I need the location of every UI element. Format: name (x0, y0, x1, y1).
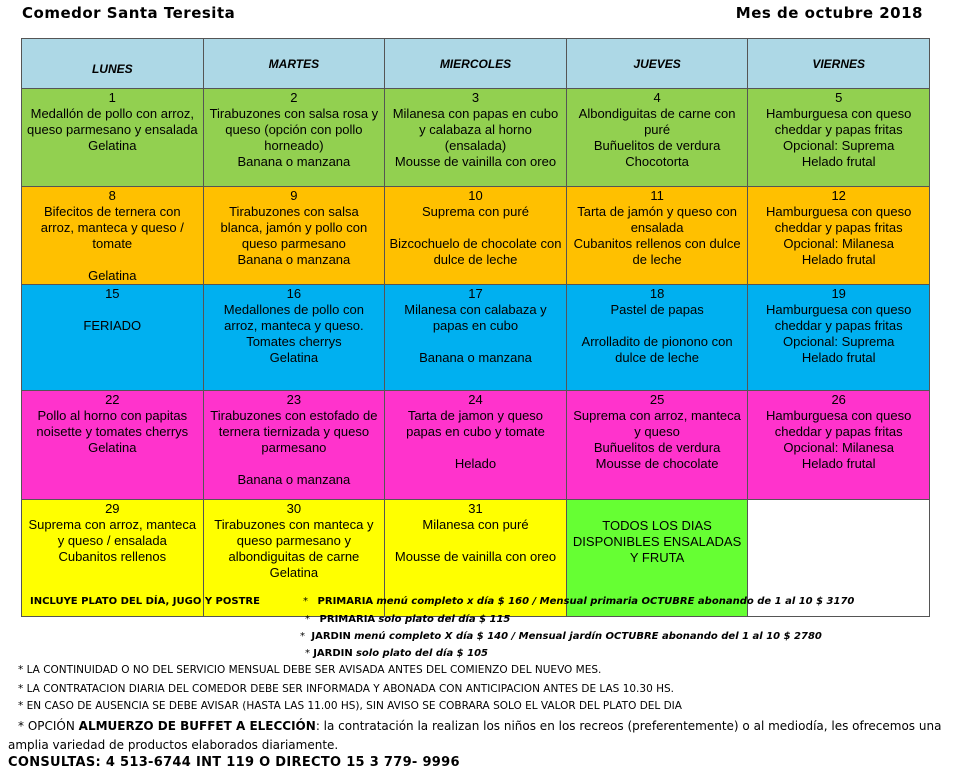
day-number: 12 (831, 188, 846, 203)
price-label: JARDIN (311, 631, 351, 642)
day-number: 19 (831, 286, 846, 301)
menu-line: Albondiguitas de carne con puré (578, 106, 736, 137)
menu-line: Hamburguesa con queso cheddar y papas fritas (766, 302, 912, 333)
menu-line: Helado (454, 456, 497, 471)
menu-line: Gelatina (88, 268, 137, 283)
day-number: 9 (290, 188, 298, 203)
day-number: 26 (831, 392, 846, 407)
menu-line: Suprema con arroz, manteca y queso / ensalada (28, 517, 197, 548)
notice-absence: * EN CASO DE AUSENCIA SE DEBE AVISAR (HASTA LAS 11.00 HS), SIN AVISO SE COBRARA SOLO EL VALOR DEL PLATO DEL DIA (18, 700, 682, 712)
menu-line: Buñuelitos de verdura (593, 138, 721, 153)
price-line-4: * JARDIN solo plato del día $ 105 (305, 648, 488, 659)
menu-line: Helado frutal (801, 456, 876, 471)
day-number: 11 (650, 188, 664, 203)
menu-line: Hamburguesa con queso cheddar y papas fritas (766, 106, 912, 137)
day-number: 18 (649, 286, 665, 301)
day-number: 29 (105, 501, 120, 516)
menu-line: Tarta de jamón y queso con ensalada (577, 204, 737, 235)
day-cell (385, 285, 567, 391)
price-label: PRIMARIA (317, 596, 374, 607)
menu-line: Bizcochuelo de chocolate con dulce de leche (389, 236, 562, 267)
menu-line: Buñuelitos de verdura (593, 440, 721, 455)
day-cell (22, 285, 204, 391)
day-number: 1 (108, 90, 116, 105)
menu-line: Milanesa con puré (422, 517, 529, 532)
day-number: 8 (108, 188, 116, 203)
menu-line: Banana o manzana (419, 350, 532, 365)
month-label: Mes de octubre 2018 (735, 4, 923, 22)
price-label: JARDIN (313, 648, 353, 659)
day-cell (385, 187, 567, 285)
menu-line (389, 220, 562, 236)
day-number: 10 (468, 188, 483, 203)
menu-line: Cubanitos rellenos (58, 549, 167, 564)
menu-line: Opcional: Milanesa (783, 236, 894, 251)
menu-table (21, 38, 930, 617)
day-cell (203, 285, 385, 391)
day-cell (748, 285, 930, 391)
menu-line: Opcional: Suprema (783, 334, 895, 349)
day-number: 22 (105, 392, 120, 407)
menu-line: Gelatina (269, 350, 319, 365)
day-cell (566, 391, 748, 500)
notice-daily-hire: * LA CONTRATACION DIARIA DEL COMEDOR DEBE SER INFORMADA Y ABONADA CON ANTICIPACION ANTES DE LAS 10.30 HS. (18, 683, 674, 695)
day-number: 31 (468, 501, 483, 516)
day-cell (385, 391, 567, 500)
menu-line: Hamburguesa con queso cheddar y papas fritas (766, 408, 912, 439)
day-cell (566, 187, 748, 285)
menu-line: Gelatina (269, 565, 319, 580)
menu-line: Cubanitos rellenos con dulce de leche (573, 236, 741, 267)
menu-line: Milanesa con calabaza y papas en cubo (404, 302, 547, 333)
menu-line: Medallones de pollo con arroz, manteca y queso. (223, 302, 364, 333)
menu-line: Chocotorta (625, 154, 689, 169)
notice-continuity: * LA CONTINUIDAD O NO DEL SERVICIO MENSUAL DEBE SER AVISADA ANTES DEL COMIENZO DEL NUEVO MES. (18, 664, 602, 676)
week-row (22, 391, 930, 500)
price-line-2: * PRIMARIA solo plato del día $ 115 (305, 614, 511, 625)
day-cell (22, 391, 204, 500)
menu-line: Mousse de vainilla con oreo (394, 154, 557, 169)
weekday-header-row (22, 39, 930, 89)
day-cell (748, 391, 930, 500)
includes-note: INCLUYE PLATO DEL DÍA, JUGO Y POSTRE (30, 596, 260, 607)
menu-line: Opcional: Milanesa (783, 440, 894, 455)
menu-line (26, 302, 199, 318)
menu-line: Gelatina (88, 138, 137, 153)
price-label: PRIMARIA (319, 614, 376, 625)
day-cell (385, 89, 567, 187)
price-text: menú completo x día $ 160 / Mensual primaria OCTUBRE abonando de 1 al 10 $ 3170 (376, 596, 855, 607)
menu-line (389, 440, 562, 456)
day-number: 4 (653, 90, 661, 105)
day-number: 24 (468, 392, 483, 407)
price-line-3: * JARDIN menú completo X día $ 140 / Mensual jardín OCTUBRE abonando del 1 al 10 $ 2780 (300, 631, 822, 642)
page-title: Comedor Santa Teresita (22, 4, 236, 22)
menu-line: Tirabuzones con salsa blanca, jamón y pollo con queso parmesano (220, 204, 368, 251)
menu-line: Banana o manzana (237, 154, 351, 169)
menu-line (208, 456, 381, 472)
week-row (22, 187, 930, 285)
day-header-miercoles: MIERCOLES (385, 39, 567, 89)
buffet-text: : la contratación la realizan los niños en los recreos (preferentemente) o al mediodía, les ofrecemos una amplia variedad de productos elaborados diariamente. (8, 719, 942, 752)
day-header-lunes: LUNES (22, 39, 204, 89)
day-cell (203, 89, 385, 187)
menu-line: Tirabuzones con salsa rosa y queso (opción con pollo horneado) (209, 106, 379, 153)
menu-line: Helado frutal (801, 252, 876, 267)
day-number: 25 (649, 392, 665, 407)
week-row (22, 285, 930, 391)
menu-line: Helado frutal (801, 154, 876, 169)
menu-line: Tarta de jamon y queso papas en cubo y tomate (406, 408, 545, 439)
buffet-option-note (8, 717, 948, 755)
day-number: 15 (105, 286, 120, 301)
day-number: 17 (468, 286, 483, 301)
price-line-1: * PRIMARIA menú completo x día $ 160 / Mensual primaria OCTUBRE abonando de 1 al 10 $ 3170 (303, 596, 855, 607)
day-cell (566, 285, 748, 391)
menu-line: Arrolladito de pionono con dulce de leche (581, 334, 733, 365)
day-cell (748, 89, 930, 187)
menu-line: Banana o manzana (237, 252, 351, 267)
menu-line: FERIADO (83, 318, 142, 333)
week-row (22, 89, 930, 187)
menu-line (389, 533, 562, 549)
menu-line: Tirabuzones con manteca y queso parmesano y albondiguitas de carne (214, 517, 374, 564)
day-number: 16 (286, 286, 302, 301)
day-number: 30 (286, 501, 302, 516)
menu-line: Milanesa con papas en cubo y calabaza al horno (ensalada) (392, 106, 559, 153)
menu-line: Bifecitos de ternera con arroz, manteca y queso / tomate (40, 204, 184, 251)
day-cell (22, 187, 204, 285)
menu-line (26, 252, 199, 268)
day-number: 2 (290, 90, 298, 105)
day-number: 23 (286, 392, 302, 407)
menu-line: Suprema con puré (422, 204, 529, 219)
menu-line: TODOS LOS DIAS DISPONIBLES ENSALADAS Y FRUTA (572, 518, 742, 565)
menu-line: Tomates cherrys (246, 334, 342, 349)
menu-line: Banana o manzana (237, 472, 351, 487)
buffet-prefix: * OPCIÓN (18, 719, 79, 733)
menu-line: Mousse de vainilla con oreo (394, 549, 557, 564)
menu-line: Helado frutal (801, 350, 876, 365)
menu-line: Tirabuzones con estofado de ternera tiernizada y queso parmesano (210, 408, 378, 455)
menu-line: Medallón de pollo con arroz, queso parmesano y ensalada (27, 106, 198, 137)
day-number: 5 (835, 90, 843, 105)
day-cell (748, 187, 930, 285)
menu-line: Pastel de papas (610, 302, 704, 317)
menu-line: Hamburguesa con queso cheddar y papas fritas (766, 204, 912, 235)
menu-line: Pollo al horno con papitas noisette y tomates cherrys (36, 408, 189, 439)
menu-line: Opcional: Suprema (783, 138, 895, 153)
day-cell (203, 391, 385, 500)
day-cell (566, 89, 748, 187)
menu-line: Gelatina (88, 440, 137, 455)
menu-line: Mousse de chocolate (595, 456, 719, 471)
day-cell (22, 89, 204, 187)
buffet-title: ALMUERZO DE BUFFET A ELECCIÓN (78, 719, 316, 733)
price-text: solo plato del día $ 115 (378, 614, 511, 625)
menu-line: Suprema con arroz, manteca y queso (573, 408, 741, 439)
day-number: 3 (471, 90, 480, 105)
price-text: solo plato del día $ 105 (355, 648, 488, 659)
price-text: menú completo X día $ 140 / Mensual jardín OCTUBRE abonando del 1 al 10 $ 2780 (354, 631, 822, 642)
menu-line (389, 334, 562, 350)
day-header-viernes: VIERNES (748, 39, 930, 89)
day-header-jueves: JUEVES (566, 39, 748, 89)
contact-line: CONSULTAS: 4 513-6744 INT 119 O DIRECTO 15 3 779- 9996 (8, 755, 460, 770)
menu-line (571, 318, 744, 334)
day-header-martes: MARTES (203, 39, 385, 89)
day-cell (203, 187, 385, 285)
